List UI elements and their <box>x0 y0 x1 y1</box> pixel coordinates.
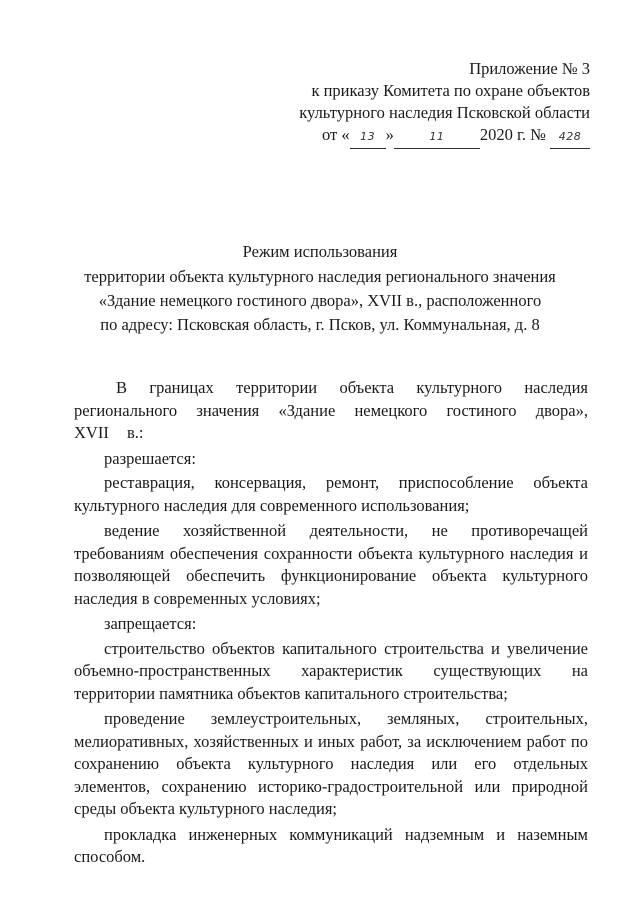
forbidden-item-1: строительство объектов капитального строительства и увеличение объемно-пространственных характеристик существующих на территории памятника объектов капитального строительства; <box>74 638 588 703</box>
date-month: 11 <box>429 130 445 143</box>
allowed-heading: разрешается: <box>104 448 196 468</box>
title-line-4: по адресу: Псковская область, г. Псков, ул. Коммунальная, д. 8 <box>100 315 540 334</box>
date-mid: » <box>385 125 394 144</box>
date-day-blank <box>350 124 386 149</box>
document-body <box>74 377 588 872</box>
date-month-blank <box>394 124 480 149</box>
date-prefix: от « <box>321 125 350 144</box>
allowed-item-2: ведение хозяйственной деятельности, не противоречащей требованиям обеспечения сохранности объекта культурного наследия и позволяющей обеспечить функционирование объекта культурного наследия в современных условиях; <box>74 521 588 608</box>
allowed-item-1: реставрация, консервация, ремонт, приспособление объекта культурного наследия для современного использования; <box>74 473 588 515</box>
appendix-order-ref: к приказу Комитета по охране объектов <box>311 81 590 100</box>
forbidden-heading: запрещается: <box>104 614 197 633</box>
title-line-2: территории объекта культурного наследия регионального значения <box>84 267 556 286</box>
date-year: 2020 г. № <box>479 125 546 144</box>
appendix-committee: культурного наследия Псковской области <box>299 103 590 122</box>
title-line-1: Режим использования <box>242 242 398 261</box>
appendix-date-line <box>299 124 590 149</box>
appendix-header <box>299 58 590 149</box>
order-number-blank <box>550 124 590 149</box>
date-day: 13 <box>360 130 376 143</box>
forbidden-item-2: проведение землеустроительных, земляных, строительных, мелиоративных, хозяйственных и иных работ, за исключением работ по сохранению объекта культурного наследия или его отдельных элементов, сохранению историко-градостроительной или природной среды объекта культурного наследия; <box>74 709 588 818</box>
order-number: 428 <box>558 130 582 143</box>
appendix-number: Приложение № 3 <box>469 59 590 78</box>
title-line-3: «Здание немецкого гостиного двора», XVII в., расположенного <box>98 291 542 310</box>
document-title <box>0 240 640 337</box>
forbidden-item-3: прокладка инженерных коммуникаций надземным и наземным способом. <box>74 824 588 866</box>
intro-paragraph: В границах территории объекта культурного наследия регионального значения «Здание немецкого гостиного двора», XVII в.: <box>74 378 588 442</box>
